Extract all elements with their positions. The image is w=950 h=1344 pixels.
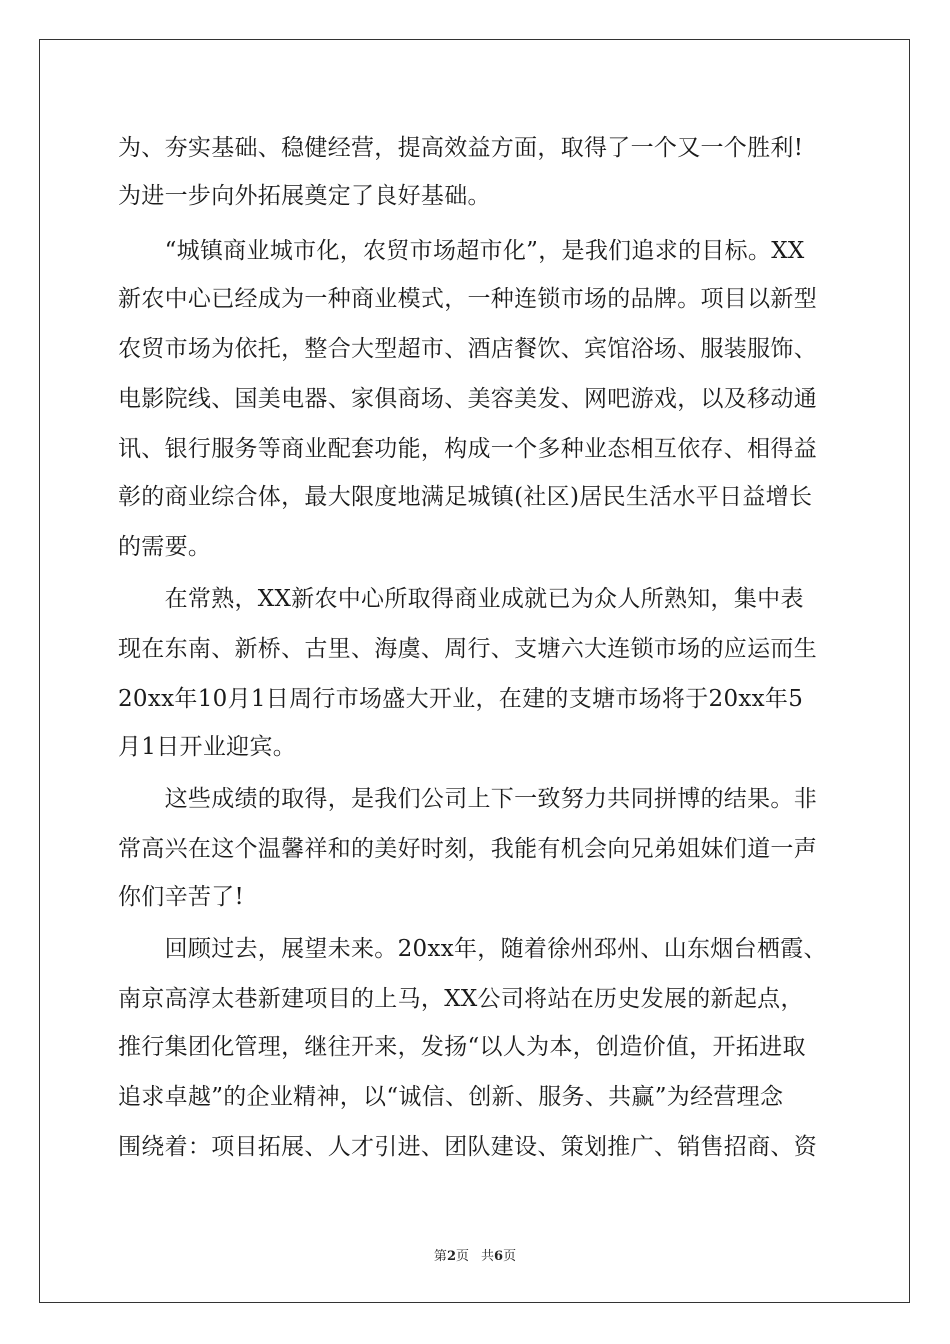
text-line: 现在东南、新桥、古里、海虞、周行、支塘六大连锁市场的应运而生 bbox=[118, 636, 817, 662]
page-suffix: 页 bbox=[455, 1249, 469, 1264]
text-line: 推行集团化管理，继往开来，发扬“以人为本，创造价值，开拓进取 bbox=[118, 1034, 806, 1060]
page-footer bbox=[0, 1248, 950, 1266]
text-line: 新农中心已经成为一种商业模式，一种连锁市场的品牌。项目以新型 bbox=[118, 286, 817, 312]
text-line: 围绕着：项目拓展、人才引进、团队建设、策划推广、销售招商、资 bbox=[118, 1134, 817, 1160]
text-line: 为、夯实基础、稳健经营，提高效益方面，取得了一个又一个胜利! bbox=[118, 135, 804, 161]
text-line: 这些成绩的取得，是我们公司上下一致努力共同拼博的结果。非 bbox=[118, 786, 817, 812]
text-line: 电影院线、国美电器、家俱商场、美容美发、网吧游戏，以及移动通 bbox=[118, 386, 817, 412]
text-line: “城镇商业城市化，农贸市场超市化”，是我们追求的目标。XX bbox=[118, 238, 805, 264]
text-line: 在常熟，XX新农中心所取得商业成就已为众人所熟知，集中表 bbox=[118, 586, 804, 612]
text-line: 为进一步向外拓展奠定了良好基础。 bbox=[118, 183, 491, 209]
page-prefix: 第 bbox=[433, 1249, 447, 1264]
text-line: 月1日开业迎宾。 bbox=[118, 734, 297, 760]
text-line: 20xx年10月1日周行市场盛大开业，在建的支塘市场将于20xx年5 bbox=[118, 686, 804, 712]
text-line: 追求卓越”的企业精神，以“诚信、创新、服务、共赢”为经营理念 bbox=[118, 1084, 784, 1110]
total-suffix: 页 bbox=[503, 1249, 517, 1264]
text-line: 的需要。 bbox=[118, 534, 212, 560]
page-border bbox=[39, 39, 910, 1303]
text-line: 南京高淳太巷新建项目的上马，XX公司将站在历史发展的新起点， bbox=[118, 986, 804, 1012]
text-line: 彰的商业综合体，最大限度地满足城镇(社区)居民生活水平日益增长 bbox=[118, 484, 813, 510]
total-prefix: 共 bbox=[481, 1249, 495, 1264]
page-number: 2 bbox=[446, 1249, 456, 1264]
text-line: 常高兴在这个温馨祥和的美好时刻，我能有机会向兄弟姐妹们道一声 bbox=[118, 836, 817, 862]
total-pages: 6 bbox=[494, 1249, 504, 1264]
text-line: 农贸市场为依托，整合大型超市、酒店餐饮、宾馆浴场、服装服饰、 bbox=[118, 336, 817, 362]
text-line: 讯、银行服务等商业配套功能，构成一个多种业态相互依存、相得益 bbox=[118, 436, 817, 462]
text-line: 你们辛苦了! bbox=[118, 884, 245, 910]
text-line: 回顾过去，展望未来。20xx年，随着徐州邳州、山东烟台栖霞、 bbox=[118, 936, 827, 962]
